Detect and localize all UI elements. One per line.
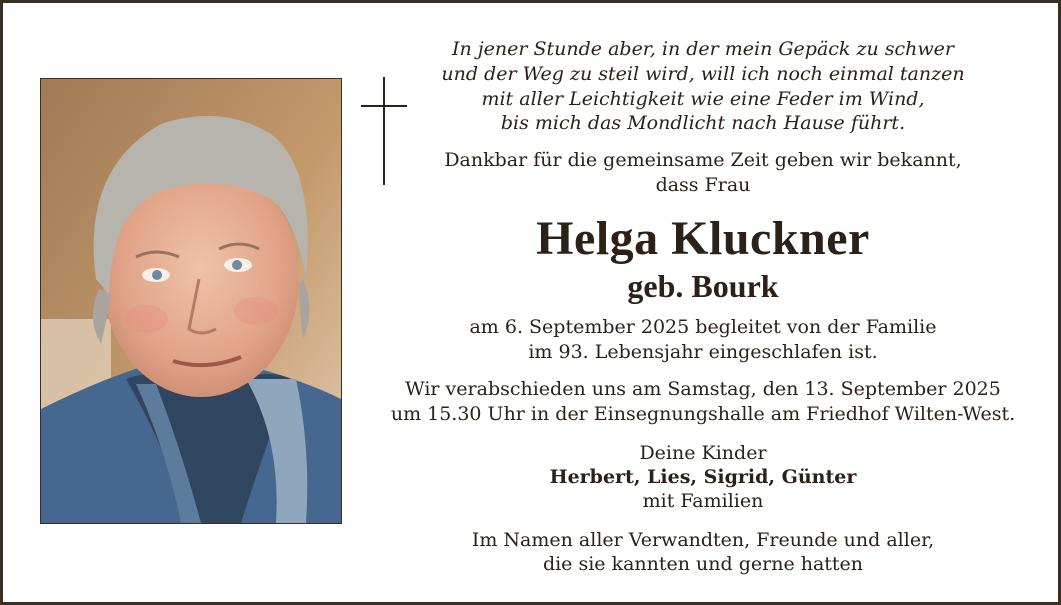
- intro-line: Dankbar für die gemeinsame Zeit geben wir bekannt,: [444, 149, 962, 171]
- closing-line: die sie kannten und gerne hatten: [542, 553, 864, 575]
- children-names: Herbert, Lies, Sigrid, Günter: [549, 466, 857, 488]
- farewell-line: Wir verabschieden uns am Samstag, den 13. September 2025: [405, 378, 1001, 400]
- intro-line: dass Frau: [655, 174, 751, 196]
- poem-line: mit aller Leichtigkeit wie eine Feder im Wind,: [481, 88, 925, 110]
- poem-line: bis mich das Mondlicht nach Hause führt.: [500, 112, 906, 134]
- mourners-intro: Deine Kinder: [639, 442, 767, 464]
- deceased-name: Helga Kluckner: [536, 212, 870, 265]
- farewell-line: um 15.30 Uhr in der Einsegnungshalle am Friedhof Wilten-West.: [390, 403, 1016, 425]
- maiden-name: geb. Bourk: [627, 268, 779, 304]
- portrait-photo: [40, 78, 342, 524]
- poem-line: In jener Stunde aber, in der mein Gepäck zu schwer: [451, 38, 954, 60]
- poem-line: und der Weg zu steil wird, will ich noch einmal tanzen: [441, 63, 965, 85]
- closing-line: Im Namen aller Verwandten, Freunde und aller,: [471, 529, 935, 551]
- death-notice-line: am 6. September 2025 begleitet von der Familie: [469, 316, 937, 338]
- mourners-families: mit Familien: [642, 490, 764, 512]
- death-notice-line: im 93. Lebensjahr eingeschlafen ist.: [528, 341, 878, 363]
